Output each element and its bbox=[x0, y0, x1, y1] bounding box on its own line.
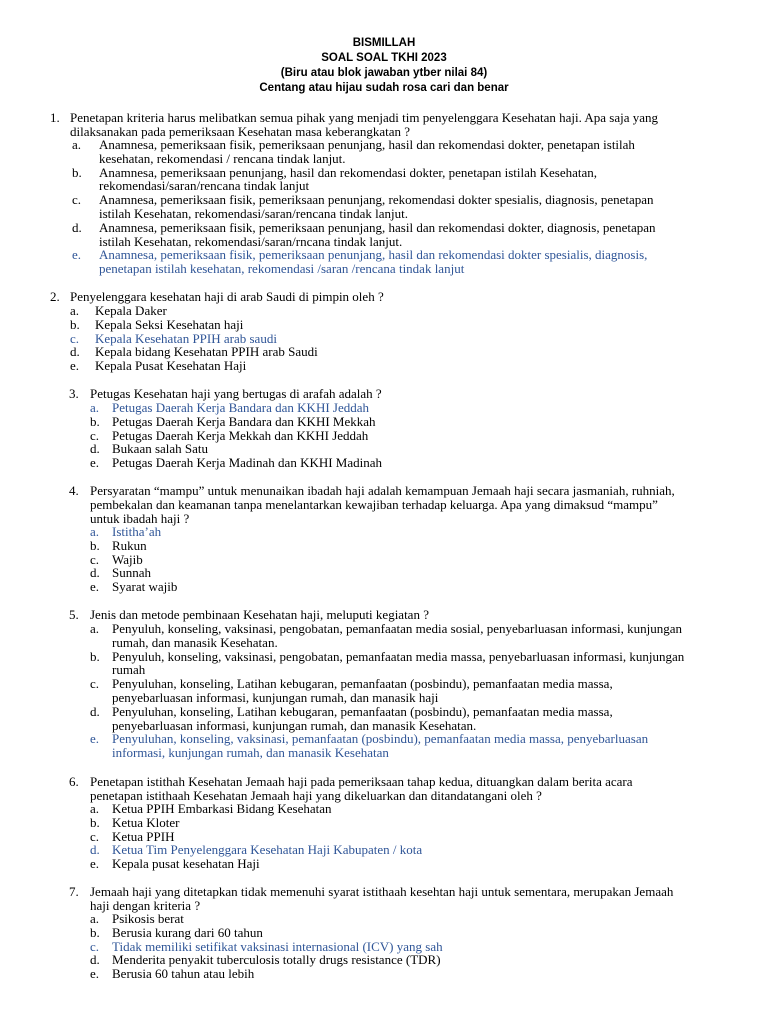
question-number: 1. bbox=[50, 110, 60, 125]
option-letter: e. bbox=[90, 856, 100, 872]
option-c[interactable] bbox=[90, 677, 729, 705]
question-text bbox=[90, 608, 729, 622]
options-list bbox=[90, 401, 729, 470]
question-text bbox=[70, 111, 730, 139]
option-letter: a. bbox=[90, 621, 100, 636]
option-e-answer[interactable] bbox=[90, 732, 729, 760]
option-text: Ketua Tim Penyelenggara Kesehatan Haji Kabupaten / kota bbox=[112, 842, 423, 858]
question-text bbox=[90, 775, 729, 803]
option-text: Petugas Daerah Kerja Bandara dan KKHI Jeddah bbox=[112, 400, 370, 415]
question-text bbox=[70, 290, 730, 304]
header-line-4: Centang atau hijau sudah rosa cari dan benar bbox=[259, 82, 509, 94]
question-number: 5. bbox=[69, 607, 79, 622]
option-e[interactable] bbox=[90, 967, 729, 981]
option-a[interactable] bbox=[90, 912, 729, 926]
option-text: Bukaan salah Satu bbox=[112, 441, 209, 457]
option-letter: b. bbox=[90, 648, 100, 664]
question-text bbox=[90, 885, 729, 913]
option-letter: c. bbox=[90, 938, 100, 954]
option-letter: b. bbox=[90, 814, 100, 830]
option-letter: b. bbox=[70, 316, 80, 332]
option-letter: b. bbox=[90, 924, 100, 940]
option-a[interactable] bbox=[70, 304, 730, 318]
header-line-3: (Biru atau blok jawaban ytber nilai 84) bbox=[280, 67, 488, 79]
option-letter: e. bbox=[90, 966, 100, 982]
option-letter: e. bbox=[90, 731, 100, 747]
option-d[interactable] bbox=[72, 221, 730, 249]
question-line: dilaksanakan pada pemeriksaan Kesehatan masa keberangkatan ? bbox=[70, 123, 411, 139]
option-text: Ketua PPIH Embarkasi Bidang Kesehatan bbox=[112, 801, 332, 816]
option-text: Wajib bbox=[112, 551, 143, 567]
option-d[interactable] bbox=[70, 345, 730, 359]
question-number: 3. bbox=[69, 386, 79, 401]
option-c[interactable] bbox=[72, 193, 730, 221]
option-text: Penyuluhan, konseling, vaksinasi, pemanfaatan (posbindu), pemanfaatan media massa, penyebarluasan informasi, kunjungan rumah, dan manasik Kesehatan bbox=[112, 731, 649, 761]
option-letter: e. bbox=[90, 455, 100, 471]
option-d-answer[interactable] bbox=[90, 843, 729, 857]
option-text: Petugas Daerah Kerja Madinah dan KKHI Madinah bbox=[112, 455, 383, 471]
question-text bbox=[90, 484, 729, 525]
option-c[interactable] bbox=[90, 553, 729, 567]
question-line: Persyaratan “mampu” untuk menunaikan ibadah haji adalah kemampuan Jemaah haji secara jasmaniah, ruhniah, bbox=[90, 483, 675, 498]
option-d[interactable] bbox=[90, 953, 729, 967]
option-text: Menderita penyakit tuberculosis totally drugs resistance (TDR) bbox=[112, 952, 441, 968]
option-d[interactable] bbox=[90, 566, 729, 580]
option-e[interactable] bbox=[90, 857, 729, 871]
option-a[interactable] bbox=[90, 802, 729, 816]
option-text: Syarat wajib bbox=[112, 579, 178, 595]
options-list bbox=[72, 138, 730, 276]
option-text: Kepala Seksi Kesehatan haji bbox=[95, 316, 244, 332]
option-letter: c. bbox=[90, 551, 100, 567]
question-line: Jenis dan metode pembinaan Kesehatan haji, meluputi kegiatan ? bbox=[90, 607, 429, 622]
option-b[interactable] bbox=[70, 318, 730, 332]
option-text: Sunnah bbox=[112, 565, 151, 581]
option-e[interactable] bbox=[70, 359, 730, 373]
option-letter: c. bbox=[72, 192, 82, 208]
option-letter: d. bbox=[90, 842, 100, 858]
option-letter: c. bbox=[90, 828, 100, 844]
option-letter: e. bbox=[70, 358, 80, 374]
option-text: Penyuluhan, konseling, Latihan kebugaran, pemanfaatan (posbindu), pemanfaatan media massa, penyebarluasan informasi, kunjungan rumah, dan manasik haji bbox=[112, 676, 613, 705]
option-b[interactable] bbox=[90, 816, 729, 830]
option-letter: b. bbox=[90, 537, 100, 553]
question-line: Petugas Kesehatan haji yang bertugas di arafah adalah ? bbox=[90, 386, 382, 401]
option-text: Kepala Pusat Kesehatan Haji bbox=[95, 358, 247, 374]
option-letter: a. bbox=[70, 303, 80, 318]
option-c-answer[interactable] bbox=[90, 940, 729, 954]
option-text: Ketua PPIH bbox=[112, 828, 175, 844]
options-list bbox=[90, 622, 729, 760]
option-text: Berusia kurang dari 60 tahun bbox=[112, 924, 263, 940]
option-a[interactable] bbox=[90, 622, 729, 650]
option-letter: a. bbox=[72, 137, 82, 152]
question-number: 7. bbox=[69, 884, 79, 899]
option-text: Petugas Daerah Kerja Bandara dan KKHI Mekkah bbox=[112, 413, 376, 429]
option-b[interactable] bbox=[72, 166, 730, 194]
option-letter: b. bbox=[90, 413, 100, 429]
header-line-2: SOAL SOAL TKHI 2023 bbox=[321, 52, 447, 64]
option-b[interactable] bbox=[90, 650, 729, 678]
option-letter: e. bbox=[90, 579, 100, 595]
option-c[interactable] bbox=[90, 830, 729, 844]
option-letter: a. bbox=[90, 400, 100, 415]
option-b[interactable] bbox=[90, 415, 729, 429]
question-line: untuk ibadah haji ? bbox=[90, 510, 190, 526]
options-list bbox=[90, 912, 729, 981]
option-text: Kepala Kesehatan PPIH arab saudi bbox=[95, 330, 277, 346]
option-c-answer[interactable] bbox=[70, 332, 730, 346]
option-text: Penyuluh, konseling, vaksinasi, pengobatan, pemanfaatan media massa, penyebarluasan informasi, kunjungan rumah bbox=[112, 648, 685, 678]
option-text: Anamnesa, pemeriksaan fisik, pemeriksaan penunjang, rekomendasi dokter spesialis, diagnosis, penetapan istilah Kesehatan, rekomendasi/saran/rencana tindak lanjut. bbox=[99, 192, 654, 221]
option-letter: d. bbox=[90, 565, 100, 581]
question-number: 6. bbox=[69, 774, 79, 789]
option-text: Anamnesa, pemeriksaan penunjang, hasil dan rekomendasi dokter, penetapan istilah Kesehatan, rekomendasi/saran/rencana tindak lanjut bbox=[99, 164, 598, 194]
option-letter: d. bbox=[72, 219, 82, 235]
option-text: Anamnesa, pemeriksaan fisik, pemeriksaan penunjang, hasil dan rekomendasi dokter, penetapan istilah kesehatan, rekomendasi / rencana tindak lanjut. bbox=[99, 137, 635, 166]
option-text: Penyuluhan, konseling, Latihan kebugaran, pemanfaatan (posbindu), pemanfaatan media massa, penyebarluasan informasi, kunjungan rumah, dan manasik Kesehatan. bbox=[112, 703, 613, 733]
option-text: Ketua Kloter bbox=[112, 814, 180, 830]
document-header bbox=[0, 36, 768, 96]
option-letter: b. bbox=[72, 164, 82, 180]
option-text: Istitha’ah bbox=[112, 524, 162, 539]
option-text: Kepala pusat kesehatan Haji bbox=[112, 856, 260, 872]
option-text: Penyuluh, konseling, vaksinasi, pengobatan, pemanfaatan media sosial, penyebarluasan informasi, kunjungan rumah, dan manasik Kesehatan. bbox=[112, 621, 683, 650]
question-line: Jemaah haji yang ditetapkan tidak memenuhi syarat istithaah kesehtan haji untuk sementara, merupakan Jemaah bbox=[90, 884, 674, 899]
option-d[interactable] bbox=[90, 442, 729, 456]
option-a-answer[interactable] bbox=[90, 525, 729, 539]
option-letter: d. bbox=[90, 952, 100, 968]
option-text: Kepala Daker bbox=[95, 303, 167, 318]
option-a-answer[interactable] bbox=[90, 401, 729, 415]
option-b[interactable] bbox=[90, 926, 729, 940]
question-number: 2. bbox=[50, 289, 60, 304]
options-list bbox=[90, 525, 729, 594]
option-e-answer[interactable] bbox=[72, 248, 730, 276]
option-letter: c. bbox=[70, 330, 80, 346]
option-letter: e. bbox=[72, 247, 82, 263]
option-b[interactable] bbox=[90, 539, 729, 553]
question-line: Penetapan kriteria harus melibatkan semua pihak yang menjadi tim penyelenggara Kesehatan haji. Apa saja yang bbox=[70, 110, 659, 125]
option-letter: d. bbox=[90, 441, 100, 457]
question-line: penetapan istithaah Kesehatan Jemaah haji yang dikeluarkan dan ditandatangani oleh ? bbox=[90, 787, 542, 803]
option-letter: a. bbox=[90, 801, 100, 816]
option-letter: d. bbox=[70, 344, 80, 360]
option-letter: c. bbox=[90, 427, 100, 443]
option-text: Rukun bbox=[112, 537, 147, 553]
option-letter: a. bbox=[90, 911, 100, 926]
question-text bbox=[90, 387, 729, 401]
option-text: Berusia 60 tahun atau lebih bbox=[112, 966, 255, 982]
option-letter: c. bbox=[90, 676, 100, 692]
option-c[interactable] bbox=[90, 429, 729, 443]
option-text: Anamnesa, pemeriksaan fisik, pemeriksaan penunjang, hasil dan rekomendasi dokter spesialis, diagnosis, penetapan istilah kesehatan, rekomendasi /saran /rencana tindak lanjut bbox=[99, 247, 648, 277]
question-line: pembekalan dan keamanan tanpa menelantarkan kewajiban terhadap keluarga. Apa yang dimaksud “mampu” bbox=[90, 496, 658, 512]
option-a[interactable] bbox=[72, 138, 730, 166]
question-line: haji dengan kriteria ? bbox=[90, 897, 201, 913]
question-number: 4. bbox=[69, 483, 79, 498]
header-line-1: BISMILLAH bbox=[352, 37, 416, 49]
option-text: Anamnesa, pemeriksaan fisik, pemeriksaan penunjang, hasil dan rekomendasi dokter, diagnosis, penetapan istilah Kesehatan, rekomendasi/saran/rncana tindak lanjut. bbox=[99, 219, 656, 249]
option-d[interactable] bbox=[90, 705, 729, 733]
question-line: Penyelenggara kesehatan haji di arab Saudi di pimpin oleh ? bbox=[70, 289, 384, 304]
option-letter: d. bbox=[90, 703, 100, 719]
option-text: Tidak memiliki setifikat vaksinasi internasional (ICV) yang sah bbox=[112, 938, 443, 954]
option-e[interactable] bbox=[90, 580, 729, 594]
option-e[interactable] bbox=[90, 456, 729, 470]
options-list bbox=[90, 802, 729, 871]
option-text: Psikosis berat bbox=[112, 911, 184, 926]
option-text: Kepala bidang Kesehatan PPIH arab Saudi bbox=[95, 344, 318, 360]
question-line: Penetapan istithah Kesehatan Jemaah haji pada pemeriksaan tahap kedua, dituangkan dalam berita acara bbox=[90, 774, 633, 789]
options-list bbox=[70, 304, 730, 373]
option-text: Petugas Daerah Kerja Mekkah dan KKHI Jeddah bbox=[112, 427, 369, 443]
option-letter: a. bbox=[90, 524, 100, 539]
